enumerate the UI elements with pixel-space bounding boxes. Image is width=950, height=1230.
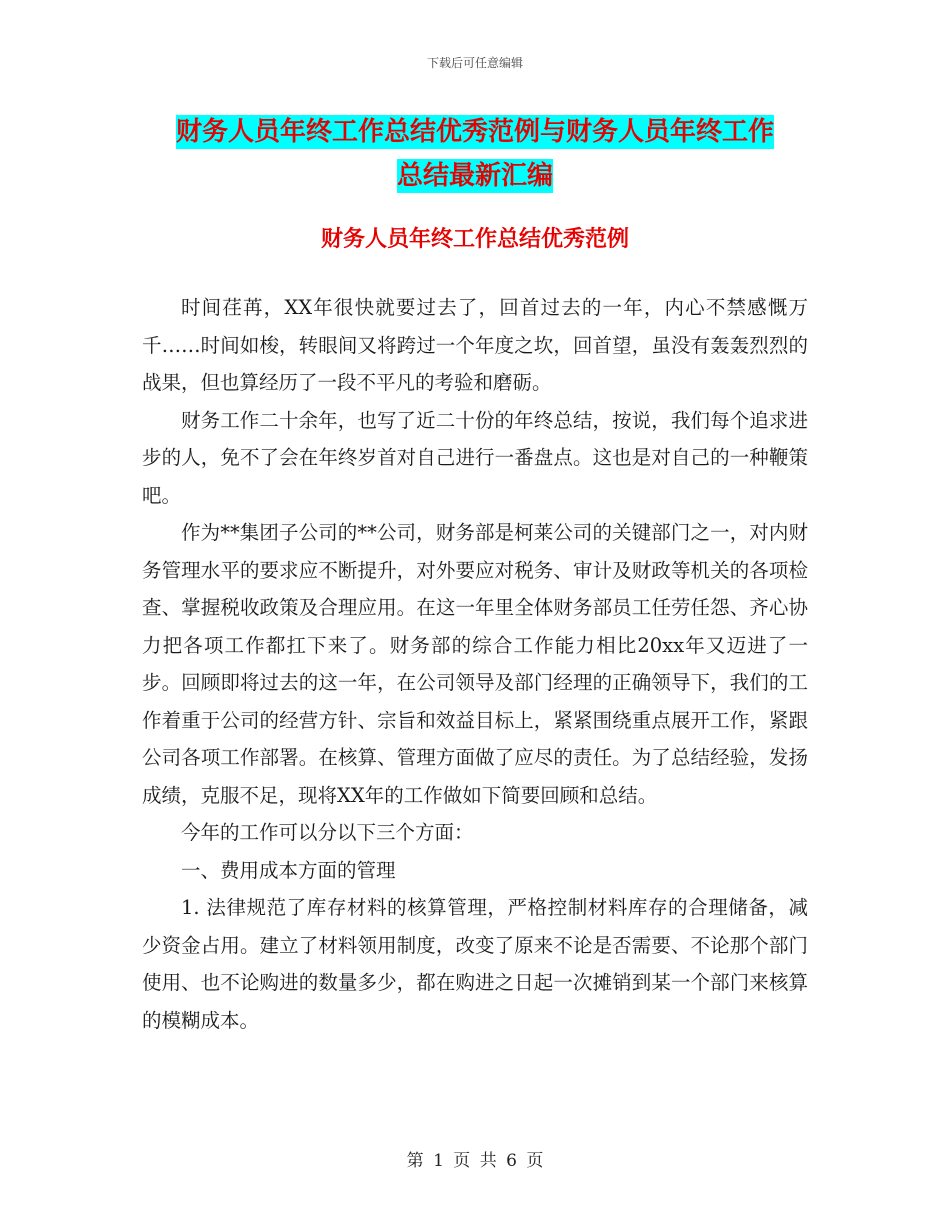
title-line-2-text: 总结最新汇编: [396, 161, 553, 191]
paragraph: 1. 法律规范了库存材料的核算管理，严格控制材料库存的合理储备，减少资金占用。建立了材料领用制度，改变了原来不论是否需要、不论那个部门使用、也不论购进的数量多少，都在购进之日起一次摊销到某一个部门来核算的模糊成本。: [142, 896, 808, 1032]
paragraph: 一、费用成本方面的管理: [181, 858, 396, 882]
paragraph: 时间荏苒，XX年很快就要过去了，回首过去的一年，内心不禁感慨万千……时间如梭，转眼间又将跨过一个年度之坎，回首望，虽没有轰轰烈烈的战果，但也算经历了一段不平凡的考验和磨砺。: [142, 296, 808, 394]
document-title: [0, 110, 950, 198]
page-footer: 第 1 页 共 6 页: [406, 1151, 544, 1171]
section-title: 财务人员年终工作总结优秀范例: [320, 227, 629, 252]
document-title-line-1: [0, 110, 950, 154]
header-note: 下载后可任意编辑: [426, 56, 523, 70]
body-text: [142, 289, 808, 1039]
paragraph: 财务工作二十余年，也写了近二十份的年终总结，按说，我们每个追求进步的人，免不了会在年终岁首对自己进行一番盘点。这也是对自己的一种鞭策吧。: [142, 408, 808, 507]
document-title-line-2: [0, 154, 950, 198]
paragraph: 作为**集团子公司的**公司，财务部是柯莱公司的关键部门之一，对内财务管理水平的要求应不断提升，对外要应对税务、审计及财政等机关的各项检查、掌握税收政策及合理应用。在这一年里全体财务部员工任劳任怨、齐心协力把各项工作都扛下来了。财务部的综合工作能力相比20xx年又迈进了一步。回顾即将过去的这一年，在公司领导及部门经理的正确领导下，我们的工作着重于公司的经营方针、宗旨和效益目标上，紧紧围绕重点展开工作，紧跟公司各项工作部署。在核算、管理方面做了应尽的责任。为了总结经验，发扬成绩，克服不足，现将XX年的工作做如下简要回顾和总结。: [142, 521, 808, 807]
paragraph: 今年的工作可以分以下三个方面：: [181, 821, 474, 844]
title-line-1-text: 财务人员年终工作总结优秀范例与财务人员年终工作: [175, 117, 774, 147]
